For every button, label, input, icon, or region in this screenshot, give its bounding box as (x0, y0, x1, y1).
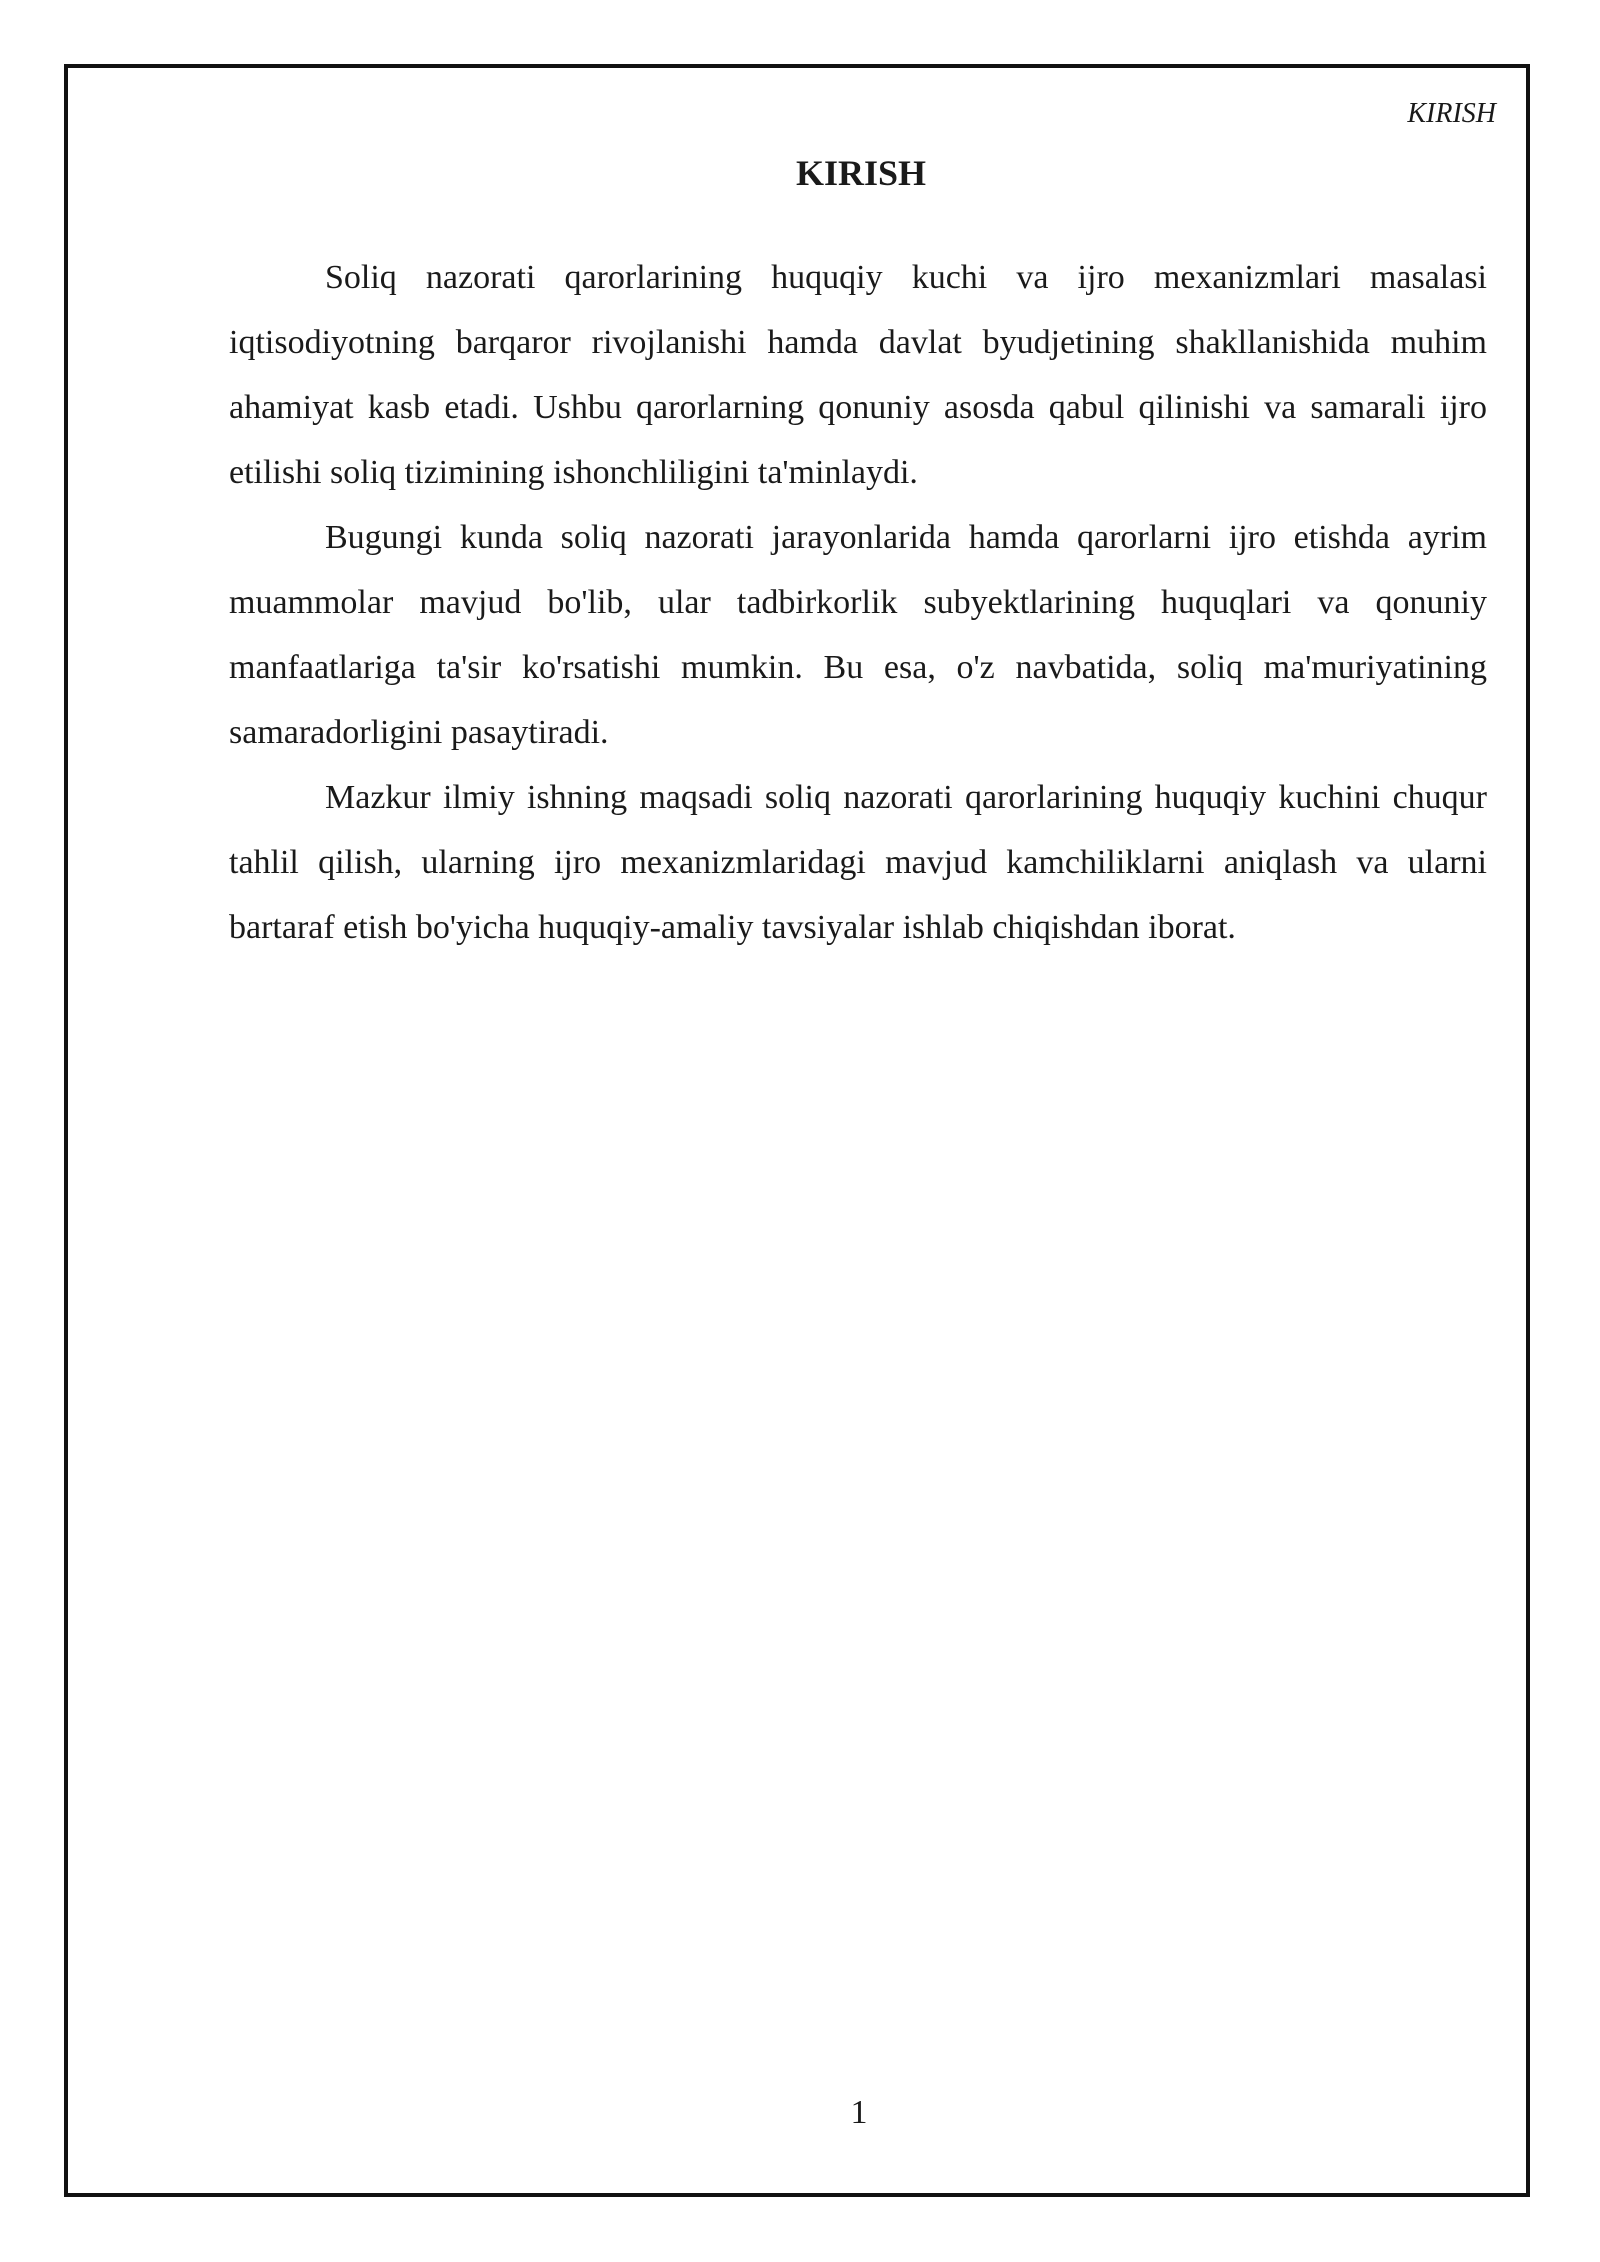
paragraph-3: Mazkur ilmiy ishning maqsadi soliq nazorati qarorlarining huquqiy kuchini chuqur tahlil qilish, ularning ijro mexanizmlaridagi mavjud kamchiliklarni aniqlash va ularni bartaraf etish bo'yicha huquqiy-amaliy tavsiyalar ishlab chiqishdan iborat. (229, 779, 1487, 946)
running-header: KIRISH (1407, 98, 1496, 129)
paragraph-2: Bugungi kunda soliq nazorati jarayonlarida hamda qarorlarni ijro etishda ayrim muammolar mavjud bo'lib, ular tadbirkorlik subyektlarining huquqlari va qonuniy manfaatlariga ta'sir ko'rsatishi mumkin. Bu esa, o'z navbatida, soliq ma'muriyatining samaradorligini pasaytiradi. (229, 519, 1487, 751)
page-title: KIRISH (795, 153, 927, 193)
page-number: 1 (850, 2094, 868, 2131)
paragraph-1: Soliq nazorati qarorlarining huquqiy kuchi va ijro mexanizmlari masalasi iqtisodiyotning barqaror rivojlanishi hamda davlat byudjetining shakllanishida muhim ahamiyat kasb etadi. Ushbu qarorlarning qonuniy asosda qabul qilinishi va samarali ijro etilishi soliq tizimining ishonchliligini ta'minlaydi. (229, 259, 1487, 491)
body-text (229, 245, 1487, 960)
